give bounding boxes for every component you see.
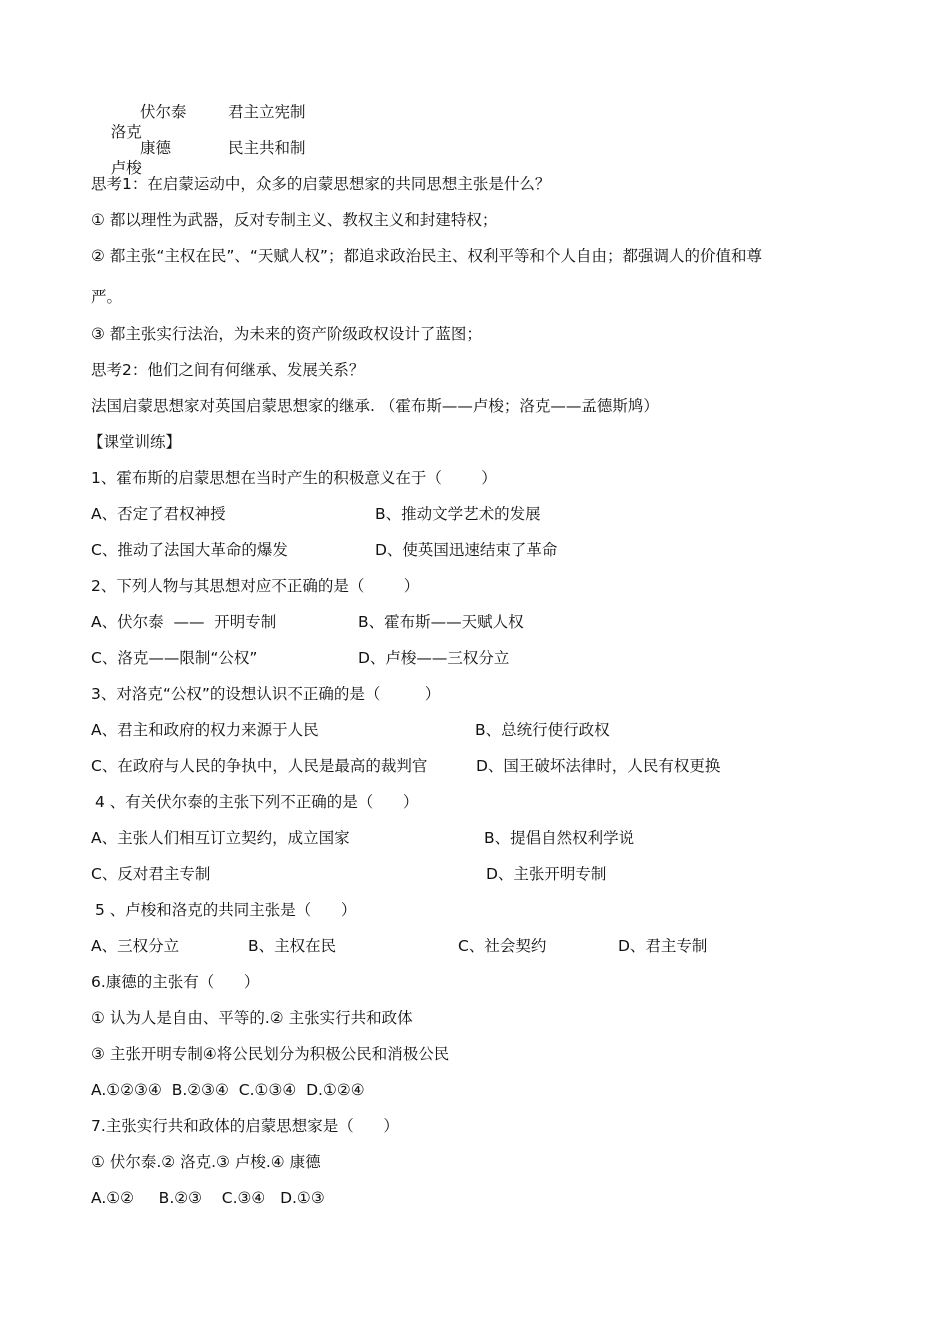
think1-point-2-cont: 严。 xyxy=(91,288,123,306)
q2-option-d: D、卢梭——三权分立 xyxy=(358,649,510,667)
q5-stem: 5 、卢梭和洛克的共同主张是（ ） xyxy=(95,901,357,919)
q4-option-b: B、提倡自然权利学说 xyxy=(484,829,635,847)
think1-point-1: ① 都以理性为武器，反对专制主义、教权主义和封建特权； xyxy=(91,211,498,229)
q3-option-a: A、君主和政府的权力来源于人民 xyxy=(91,721,319,739)
q6-statements-1: ① 认为人是自由、平等的.② 主张实行共和政体 xyxy=(91,1009,413,1027)
think1-point-2: ② 都主张“主权在民”、“天赋人权”；都追求政治民主、权利平等和个人自由；都强调人的价值和尊 xyxy=(91,247,762,265)
q2-option-b: B、霍布斯——天赋人权 xyxy=(358,613,524,631)
name-voltaire: 伏尔泰 xyxy=(140,103,187,121)
q6-choices: A.①②③④ B.②③④ C.①③④ D.①②④ xyxy=(91,1081,365,1099)
name-locke: 洛克 xyxy=(110,123,142,141)
system-constitutional-monarchy: 君主立宪制 xyxy=(228,103,306,121)
q2-option-c: C、洛克——限制“公权” xyxy=(91,649,258,667)
q5-option-b: B、主权在民 xyxy=(248,937,337,955)
q3-option-d: D、国王破坏法律时，人民有权更换 xyxy=(476,757,721,775)
system-republic: 民主共和制 xyxy=(228,139,306,157)
q1-stem: 1、霍布斯的启蒙思想在当时产生的积极意义在于（ ） xyxy=(91,469,497,487)
q6-stem: 6.康德的主张有（ ） xyxy=(91,973,260,991)
q5-option-c: C、社会契约 xyxy=(458,937,547,955)
q2-stem: 2、下列人物与其思想对应不正确的是（ ） xyxy=(91,577,420,595)
q6-statements-2: ③ 主张开明专制④将公民划分为积极公民和消极公民 xyxy=(91,1045,450,1063)
name-kant: 康德 xyxy=(140,139,172,157)
q4-stem: 4 、有关伏尔泰的主张下列不正确的是（ ） xyxy=(95,793,419,811)
q1-option-c: C、推动了法国大革命的爆发 xyxy=(91,541,288,559)
think2-answer: 法国启蒙思想家对英国启蒙思想家的继承. （霍布斯——卢梭；洛克——孟德斯鸠） xyxy=(91,397,659,415)
q2-option-a: A、伏尔泰 —— 开明专制 xyxy=(91,613,277,631)
think2-question: 思考2：他们之间有何继承、发展关系？ xyxy=(91,361,365,379)
q7-stem: 7.主张实行共和政体的启蒙思想家是（ ） xyxy=(91,1117,399,1135)
think1-point-3: ③ 都主张实行法治，为未来的资产阶级政权设计了蓝图； xyxy=(91,325,482,343)
section-heading: 【课堂训练】 xyxy=(88,433,182,451)
q4-option-c: C、反对君主专制 xyxy=(91,865,211,883)
q1-option-b: B、推动文学艺术的发展 xyxy=(375,505,541,523)
q7-choices: A.①② B.②③ C.③④ D.①③ xyxy=(91,1189,325,1207)
name-rousseau: 卢梭 xyxy=(110,159,142,177)
q3-option-c: C、在政府与人民的争执中，人民是最高的裁判官 xyxy=(91,757,428,775)
q1-option-a: A、否定了君权神授 xyxy=(91,505,226,523)
think1-question: 思考1：在启蒙运动中，众多的启蒙思想家的共同思想主张是什么？ xyxy=(91,175,551,193)
q7-statements: ① 伏尔泰.② 洛克.③ 卢梭.④ 康德 xyxy=(91,1153,321,1171)
q3-option-b: B、总统行使行政权 xyxy=(475,721,610,739)
q1-option-d: D、使英国迅速结束了革命 xyxy=(375,541,558,559)
q5-option-d: D、君主专制 xyxy=(618,937,708,955)
q5-option-a: A、三权分立 xyxy=(91,937,180,955)
q4-option-d: D、主张开明专制 xyxy=(486,865,607,883)
q4-option-a: A、主张人们相互订立契约，成立国家 xyxy=(91,829,350,847)
q3-stem: 3、对洛克“公权”的设想认识不正确的是（ ） xyxy=(91,685,441,703)
